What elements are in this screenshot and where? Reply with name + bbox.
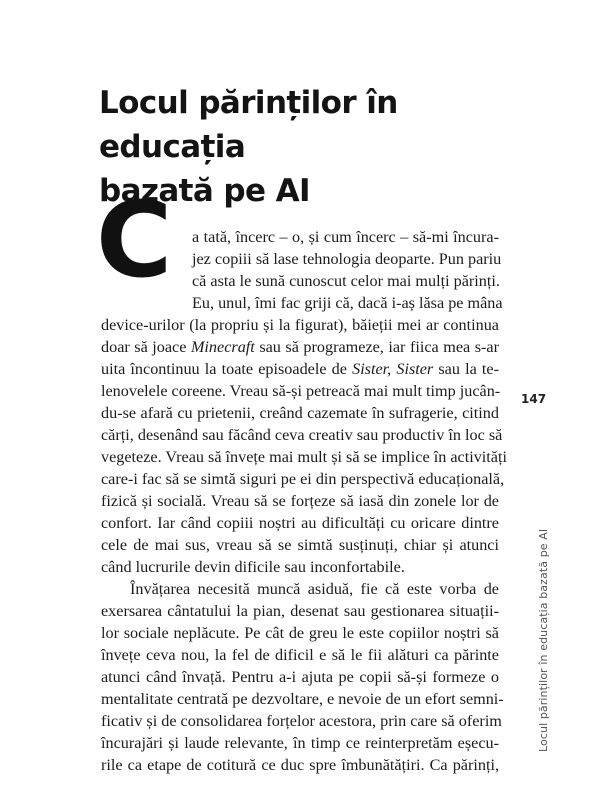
text-line: fizică și socială. Vreau să se forțeze să iasă din zonele lor de [101, 492, 499, 510]
drop-cap: C [96, 179, 173, 301]
text-line: învețe ceva nou, la fel de dificil e să le fii alături ca părinte [101, 646, 499, 664]
text-line: atunci când învață. Pentru a-i ajuta pe copii să-și formeze o [101, 668, 499, 686]
game-title: Minecraft [190, 338, 255, 356]
text-line: încurajări și laude relevante, în timp ce reinterpretăm eșecu- [101, 734, 499, 752]
text-line: că asta le sună cunoscut celor mai mulți părinți. [192, 272, 500, 290]
running-head: Locul părinților în educația bazată pe AI [537, 528, 550, 752]
text-run: doar să joace [101, 338, 191, 356]
chapter-title-line-2: bazată pe AI [99, 173, 310, 209]
text-line: Învățarea necesită muncă asiduă, fie că este vorba de [130, 580, 499, 598]
text-line: rile ca etape de cotitură ce duc spre îmbunătățiri. Ca părinți, [101, 756, 499, 774]
text-line: cele de mai sus, vreau să se simtă susținuți, chiar și atunci [101, 536, 499, 554]
text-line: Eu, unul, îmi fac griji că, dacă i-aș lăsa pe mâna [192, 294, 503, 312]
text-line [101, 358, 499, 380]
text-line: cărți, desenând sau făcând ceva creativ sau productiv în loc să [101, 426, 503, 444]
text-line: lor sociale neplăcute. Pe cât de greu le este copiilor noștri să [101, 624, 499, 642]
text-line: jez copiii să lase tehnologia deoparte. Pun pariu [192, 250, 502, 268]
page-number: 147 [521, 392, 547, 406]
text-line: lenovelele coreene. Vreau să-și petreacă mai mult timp jucân- [101, 382, 501, 400]
text-run: uita încontinuu la toate episoadele de [101, 360, 353, 378]
text-run: sau la te- [433, 360, 499, 378]
text-line: vegeteze. Vreau să învețe mai mult și să se implice în activități [101, 448, 507, 466]
show-title: Sister, Sister [352, 360, 434, 378]
chapter-title-line-1: Locul părinților în educația [99, 85, 398, 165]
text-line: a tată, încerc – o, și cum încerc – să-mi încura- [192, 228, 499, 246]
text-line: când lucrurile devin dificile sau inconfortabile. [101, 558, 405, 576]
text-line: mentalitate centrată pe dezvoltare, e nevoie de un efort semni- [101, 690, 504, 708]
text-line: du-se afară cu prietenii, creând cazemate în sufragerie, citind [101, 404, 499, 422]
text-line: confort. Iar când copiii noștri au dificultăți cu oricare dintre [101, 514, 499, 532]
text-run: sau să programeze, iar fiica mea s-ar [254, 338, 499, 356]
text-line: ficativ și de consolidarea forțelor acestora, prin care să oferim [101, 712, 502, 730]
text-line [101, 336, 499, 358]
text-line: care-i fac să se simtă siguri pe ei din perspectivă educațională, [101, 470, 505, 488]
text-line: device-urilor (la propriu și la figurat), băieții mei ar continua [101, 316, 499, 334]
text-line: exersarea cântatului la pian, desenat sau gestionarea situații- [101, 602, 499, 620]
